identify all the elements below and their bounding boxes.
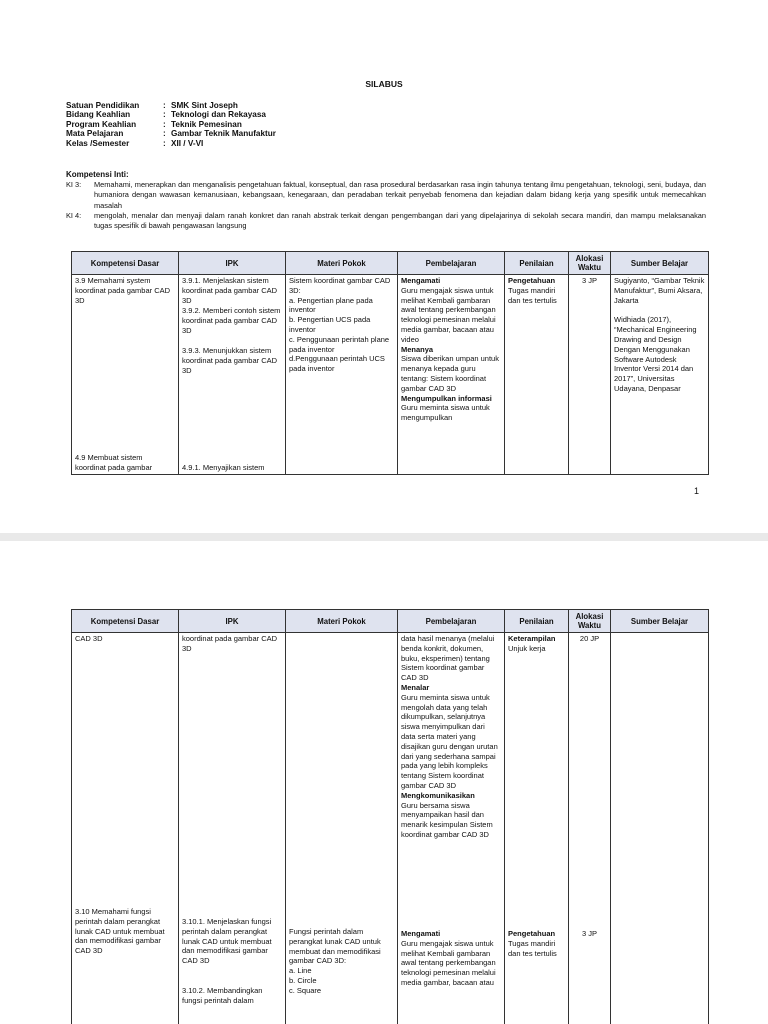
info-value: Gambar Teknik Manufaktur [171,129,276,139]
penilaian-block [508,929,565,958]
materi-item: b. Circle [289,975,317,985]
info-row [66,110,276,119]
materi-item: b. Pengertian UCS pada inventor [289,315,371,334]
table-header-row [72,252,709,275]
step-text: Siswa diberikan umpan untuk menanya kepada guru tentang: Sistem koordinat gambar CAD 3D [401,354,499,393]
header-alokasi-waktu: Alokasi Waktu [569,610,611,633]
alokasi-value: 3 JP [581,929,597,938]
ipk-3-9-3: 3.9.3. Menunjukkan sistem koordinat pada gambar CAD 3D [182,346,278,375]
penilaian-text: Unjuk kerja [508,643,546,653]
step-mengumpulkan: Mengumpulkan informasi [401,393,492,403]
info-sep: : [163,110,166,120]
table-row [72,275,709,475]
ki-text: mengolah, menalar dan menyaji dalam ranah konkret dan ranah abstrak terkait dengan pengembangan dari yang dipelajarinya di sekolah secara mandiri, dan mampu melaksanakan tugas spesifik di bawah pengawasan langsung [94,210,706,231]
info-sep: : [163,138,166,148]
table-header-row [72,610,709,633]
header-penilaian: Penilaian [505,610,569,633]
alokasi-cell [569,633,611,1024]
header-ipk: IPK [179,610,286,633]
ipk-3-9-2: 3.9.2. Memberi contoh sistem koordinat pada gambar CAD 3D [182,306,281,335]
header-pembelajaran: Pembelajaran [398,252,505,275]
kompetensi-inti [66,170,706,231]
step-menanya: Menanya [401,344,434,354]
step-text: data hasil menanya (melalui benda konkrit, dokumen, buku, eksperimen) tentang Sistem koordinat gambar CAD 3D [401,634,495,683]
kd-3-10: 3.10 Memahami fungsi perintah dalam perangkat lunak CAD untuk membuat dan memodifikasi gambar CAD 3D [75,907,165,956]
step-text: Guru mengajak siswa untuk melihat Kembali gambaran awal tentang perkembangan teknologi pemesinan melalui media gambar, bacaan atau [401,938,496,987]
penilaian-heading: Pengetahuan [508,929,556,938]
materi-item: a. Pengertian plane pada inventor [289,295,373,315]
info-value: Teknik Pemesinan [171,119,242,129]
info-row [66,129,276,138]
document-title: SILABUS [365,79,403,89]
info-label: Program Keahlian [66,119,137,129]
penilaian-block [508,634,565,654]
step-mengamati: Mengamati [401,929,441,938]
info-row [66,120,276,129]
info-label: Mata Pelajaran [66,129,124,139]
ipk-cell [179,275,286,475]
table-row [72,633,709,1024]
penilaian-heading: Keterampilan [508,634,556,643]
info-sep: : [163,129,166,139]
syllabus-table-page-1 [71,251,709,475]
info-sep: : [163,101,166,110]
penilaian-cell [505,633,569,1024]
step-text: Guru bersama siswa menyampaikan hasil dan menarik kesimpulan Sistem koordinat gambar CAD 3D [401,800,493,839]
materi-item: c. Penggunaan perintah plane pada inventor [289,334,390,354]
materi-heading: Sistem koordinat gambar CAD 3D: [289,276,391,295]
ki-code: KI 3: [66,180,82,189]
step-text: Guru meminta siswa untuk mengumpulkan [401,403,490,423]
penilaian-cell [505,275,569,475]
sumber-cell [611,275,709,475]
info-label: Satuan Pendidikan [66,101,140,110]
sumber-item: Widhiada (2017), “Mechanical Engineering Drawing and Design Dengan Menggunakan Software Autodesk Inventor Versi 2014 dan 2017”, Universitas Udayana, Denpasar [614,315,697,393]
syllabus-table-page-2 [71,609,709,1024]
ki-text: Memahami, menerapkan dan menganalisis pengetahuan faktual, konseptual, dan rasa prosedural berdasarkan rasa ingin tahunya tentang ilmu pengetahuan, teknologi, seni, budaya, dan humaniora dengan wawasan kemanusiaan, kebangsaan, kenegaraan, dan peradaban terkait penyebab fenomena dan kejadian dalam bidang kerja yang spesifik untuk memecahkan masalah [94,180,706,210]
step-text: Guru meminta siswa untuk mengolah data yang telah dikumpulkan, selanjutnya siswa menyimpulkan dari data serta materi yang disajikan guru dengan urutan dari yang sederhana sampai pada yang lebih kompleks tentang Sistem koordinat gambar CAD 3D [401,692,498,790]
header-kompetensi-dasar: Kompetensi Dasar [72,252,179,275]
penilaian-heading: Pengetahuan [508,276,556,285]
pembelajaran-block [401,929,501,988]
header-ipk: IPK [179,252,286,275]
info-row [66,139,276,148]
header-sumber-belajar: Sumber Belajar [611,252,709,275]
info-label: Kelas /Semester [66,138,130,148]
materi-item: d.Penggunaan perintah UCS pada inventor [289,354,385,374]
ki-item [66,180,706,211]
ipk-3-10-2: 3.10.2. Membandingkan fungsi perintah dalam [182,986,263,1005]
ipk-cell [179,633,286,1024]
header-penilaian: Penilaian [505,252,569,275]
info-row [66,101,276,110]
ipk-4-9-1: 4.9.1. Menyajikan sistem [182,463,265,472]
materi-cell [286,275,398,475]
materi-item: a. Line [289,966,312,976]
header-pembelajaran: Pembelajaran [398,610,505,633]
page-number: 1 [694,486,700,496]
sumber-cell [611,633,709,1024]
info-sep: : [163,119,166,129]
ki-code: KI 4: [66,210,82,220]
ipk-3-10-1: 3.10.1. Menjelaskan fungsi perintah dalam perangkat lunak CAD untuk membuat dan memodifikasi gambar CAD 3D [182,917,272,966]
sumber-item: Sugiyanto, “Gambar Teknik Manufaktur”, Bumi Aksara, Jakarta [614,276,705,305]
step-text: Guru mengajak siswa untuk melihat Kembali gambaran awal tentang perkembangan teknologi pemesinan melalui media gambar, bacaan atau video [401,285,496,344]
kd-continuation: CAD 3D [75,634,103,643]
step-mengkomunikasikan: Mengkomunikasikan [401,790,475,800]
step-menalar: Menalar [401,682,430,692]
info-value: SMK Sint Joseph [171,101,238,110]
penilaian-text: Tugas mandiri dan tes tertulis [508,285,557,305]
ipk-3-9-1: 3.9.1. Menjelaskan sistem koordinat pada gambar CAD 3D [182,276,278,305]
ki-item [66,211,706,232]
materi-heading: Fungsi perintah dalam perangkat lunak CAD untuk membuat dan memodifikasi gambar CAD 3D: [289,927,381,966]
kd-3-9: 3.9 Memahami system koordinat pada gambar CAD 3D [75,276,171,305]
pembelajaran-block [401,634,501,840]
alokasi-cell: 3 JP [569,275,611,475]
kd-cell [72,633,179,1024]
info-value: Teknologi dan Rekayasa [171,110,266,120]
materi-cell [286,633,398,1024]
kd-cell [72,275,179,475]
step-mengamati: Mengamati [401,276,441,285]
header-materi-pokok: Materi Pokok [286,252,398,275]
ipk-continuation: koordinat pada gambar CAD 3D [182,634,278,653]
header-materi-pokok: Materi Pokok [286,610,398,633]
info-label: Bidang Keahlian [66,110,131,120]
identity-block [66,101,276,148]
penilaian-text: Tugas mandiri dan tes tertulis [508,938,557,958]
pembelajaran-cell [398,633,505,1024]
pembelajaran-cell [398,275,505,475]
document-page-2 [0,541,768,1024]
kd-4-9: 4.9 Membuat sistem koordinat pada gambar [75,453,153,472]
alokasi-value: 20 JP [579,634,600,643]
header-kompetensi-dasar: Kompetensi Dasar [72,610,179,633]
info-value: XII / V-VI [171,138,204,148]
header-sumber-belajar: Sumber Belajar [611,610,709,633]
header-alokasi-waktu: Alokasi Waktu [569,252,611,275]
ki-heading: Kompetensi Inti: [66,170,129,179]
materi-block [289,927,394,996]
materi-item: c. Square [289,985,322,995]
